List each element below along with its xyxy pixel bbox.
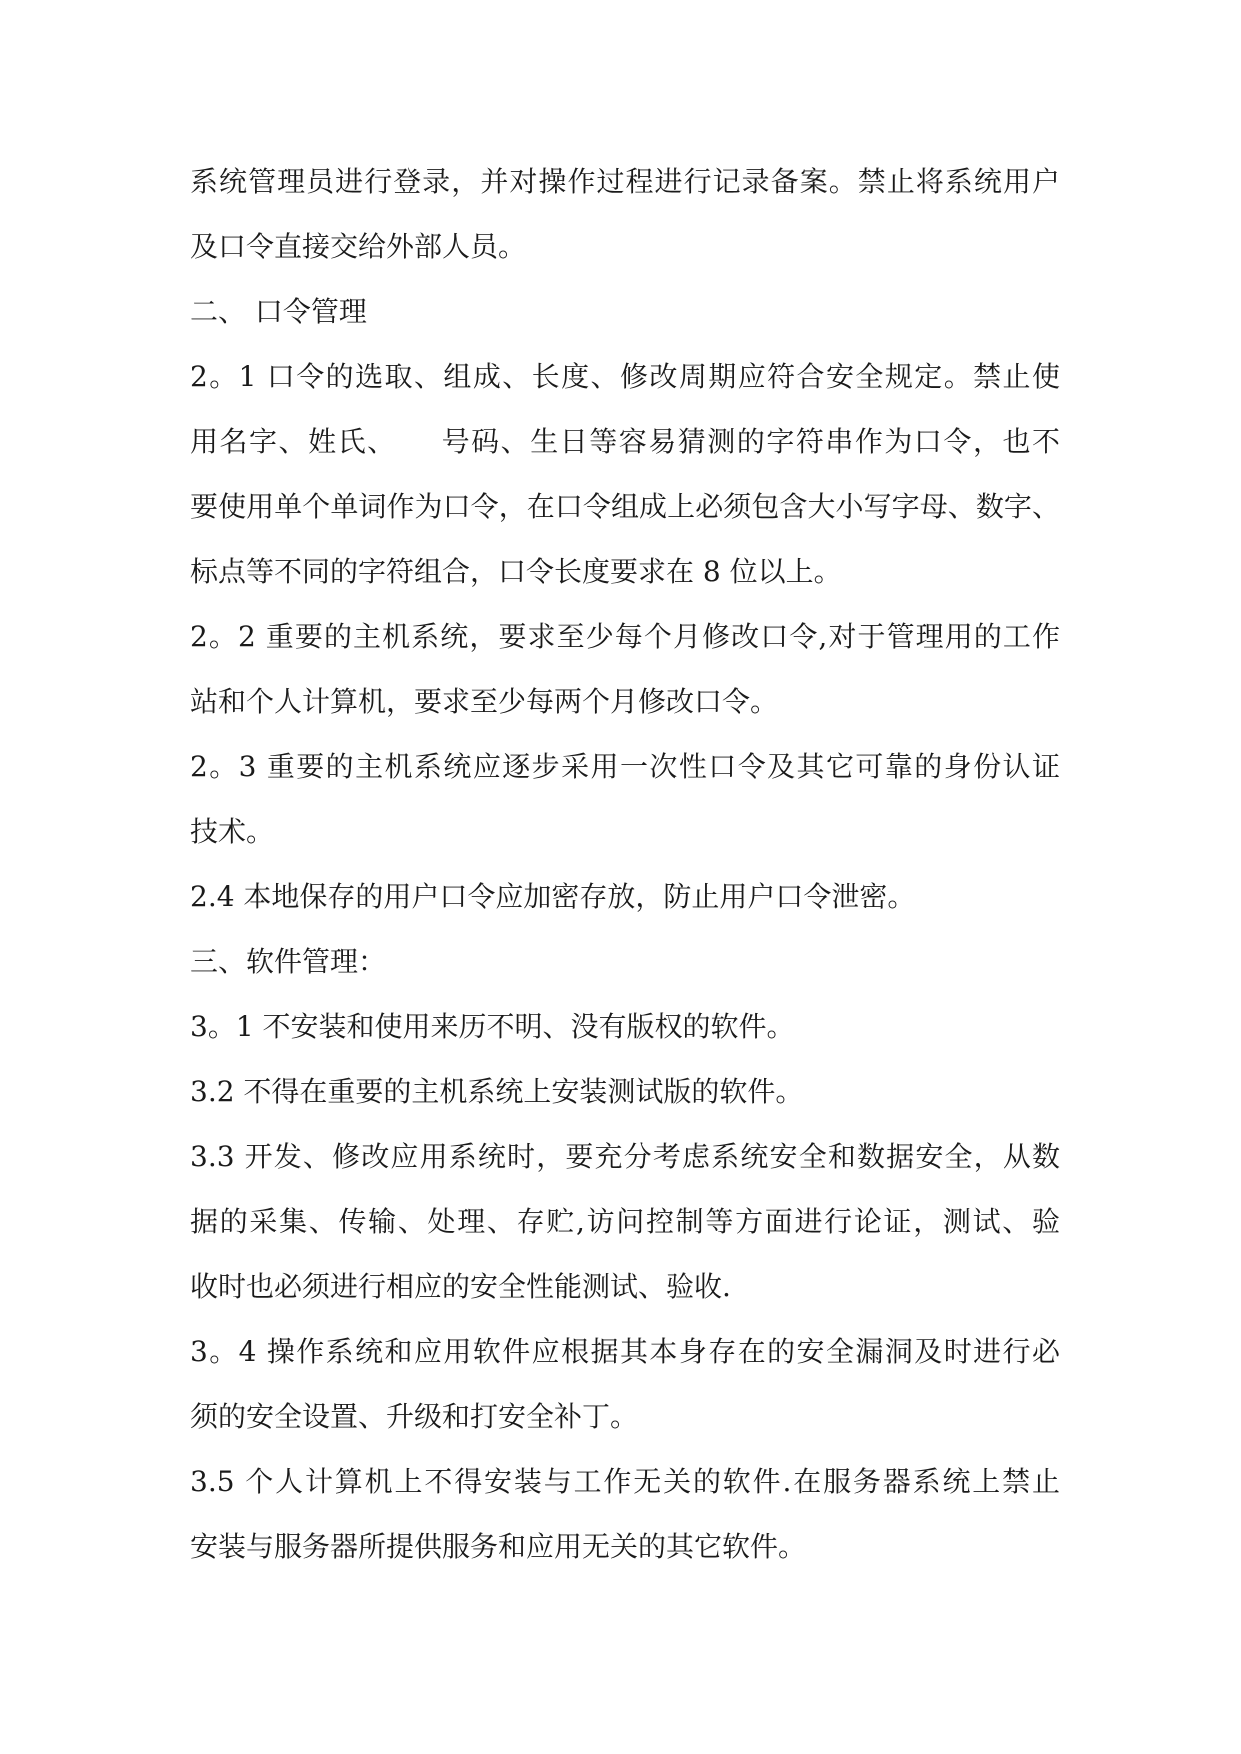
paragraph-line: 2。2 重要的主机系统，要求至少每个月修改口令,对于管理用的工作 xyxy=(190,620,1060,653)
paragraph-line: 3.2 不得在重要的主机系统上安装测试版的软件。 xyxy=(190,1075,804,1108)
paragraph-line: 站和个人计算机，要求至少每两个月修改口令。 xyxy=(190,685,779,718)
paragraph-line: 安装与服务器所提供服务和应用无关的其它软件。 xyxy=(190,1530,807,1563)
section-heading: 三、软件管理： xyxy=(190,945,387,978)
paragraph-line: 3.5 个人计算机上不得安装与工作无关的软件.在服务器系统上禁止 xyxy=(190,1465,1060,1498)
paragraph-line: 据的采集、传输、处理、存贮,访问控制等方面进行论证，测试、验 xyxy=(190,1205,1060,1238)
paragraph-line: 2。3 重要的主机系统应逐步采用一次性口令及其它可靠的身份认证 xyxy=(190,750,1060,783)
paragraph-line: 用名字、姓氏、 号码、生日等容易猜测的字符串作为口令，也不 xyxy=(190,425,1060,458)
paragraph-line: 要使用单个单词作为口令，在口令组成上必须包含大小写字母、数字、 xyxy=(190,490,1060,523)
paragraph-line: 2。1 口令的选取、组成、长度、修改周期应符合安全规定。禁止使 xyxy=(190,360,1060,393)
paragraph-line: 收时也必须进行相应的安全性能测试、验收. xyxy=(190,1270,731,1303)
paragraph-line: 3。4 操作系统和应用软件应根据其本身存在的安全漏洞及时进行必 xyxy=(190,1335,1060,1368)
paragraph-line: 技术。 xyxy=(190,815,275,848)
paragraph-line: 3.3 开发、修改应用系统时，要充分考虑系统安全和数据安全，从数 xyxy=(190,1140,1060,1173)
paragraph-line: 标点等不同的字符组合，口令长度要求在 8 位以上。 xyxy=(190,555,842,588)
paragraph-line: 2.4 本地保存的用户口令应加密存放，防止用户口令泄密。 xyxy=(190,880,916,913)
paragraph-line: 须的安全设置、升级和打安全补丁。 xyxy=(190,1400,639,1433)
section-heading: 二、 口令管理 xyxy=(190,295,367,328)
paragraph-line: 系统管理员进行登录，并对操作过程进行记录备案。禁止将系统用户 xyxy=(190,165,1060,198)
paragraph-line: 及口令直接交给外部人员。 xyxy=(190,230,527,263)
document-body xyxy=(190,149,1060,1579)
paragraph-line: 3。1 不安装和使用来历不明、没有版权的软件。 xyxy=(190,1010,795,1043)
